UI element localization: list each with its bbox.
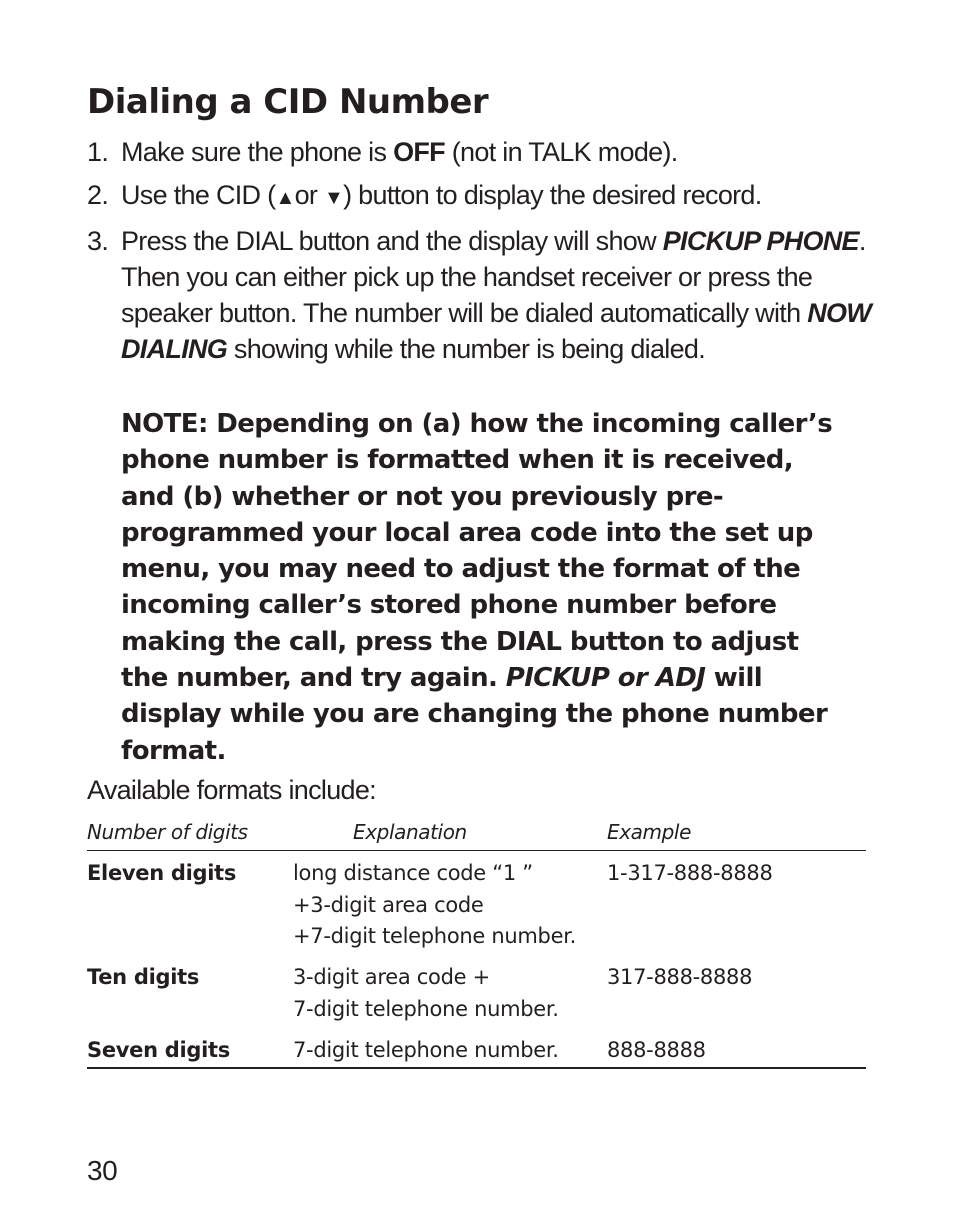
row-explanation: long distance code “1 ” +3-digit area code +7-digit telephone number. <box>293 861 576 948</box>
step-item <box>87 177 877 216</box>
column-header-explanation: Explanation <box>353 820 467 844</box>
pickup-or-adj-display-text: PICKUP or ADJ <box>505 663 706 694</box>
formats-intro: Available formats include: <box>87 775 376 805</box>
instruction-steps <box>87 134 877 374</box>
page-title: Dialing a CID Number <box>87 82 489 122</box>
column-header-digits: Number of digits <box>87 820 248 844</box>
step-number: 2. <box>87 180 109 210</box>
step-text: Make sure the phone is OFF (not in TALK mode). <box>121 137 678 167</box>
step-item <box>87 134 877 170</box>
formats-table <box>87 818 866 1062</box>
row-label: Eleven digits <box>87 861 237 885</box>
step-text: Press the DIAL button and the display will show PICKUP PHONE. Then you can either pick up the handset receiver or press the speaker button. The number will be dialed automatically with NOW DIALING showing while the number is being dialed. <box>121 226 872 364</box>
row-explanation: 7-digit telephone number. <box>293 1038 559 1062</box>
pickup-phone-display-text: PICKUP PHONE <box>662 226 859 256</box>
step-number: 1. <box>87 137 109 167</box>
row-example: 888-8888 <box>607 1038 706 1062</box>
table-header <box>87 818 866 851</box>
up-arrow-icon: ▲ <box>275 187 295 209</box>
row-example: 1-317-888-8888 <box>607 861 773 885</box>
page-number: 30 <box>87 1155 118 1186</box>
now-dialing-display-text: NOW DIALING <box>121 298 872 364</box>
off-keyword: OFF <box>393 137 445 167</box>
step-item <box>87 223 877 367</box>
row-explanation: 3-digit area code + 7-digit telephone number. <box>293 965 559 1021</box>
step-text: Use the CID (▲or ▼) button to display the desired record. <box>121 180 762 210</box>
row-label: Seven digits <box>87 1038 230 1062</box>
step-number: 3. <box>87 226 109 256</box>
note-paragraph: NOTE: Depending on (a) how the incoming caller’s phone number is formatted when it is received, and (b) whether or not you previously pre-programmed your local area code into the set up menu, you may need to adjust the format of the incoming caller’s stored phone number before making the call, press the DIAL button to adjust the number, and try again. PICKUP or ADJ will display while you are changing the phone number format. <box>121 409 833 766</box>
column-header-example: Example <box>607 820 691 844</box>
table-bottom-rule <box>87 1067 866 1069</box>
down-arrow-icon: ▼ <box>323 187 344 209</box>
row-example: 317-888-8888 <box>607 965 753 989</box>
row-label: Ten digits <box>87 965 200 989</box>
